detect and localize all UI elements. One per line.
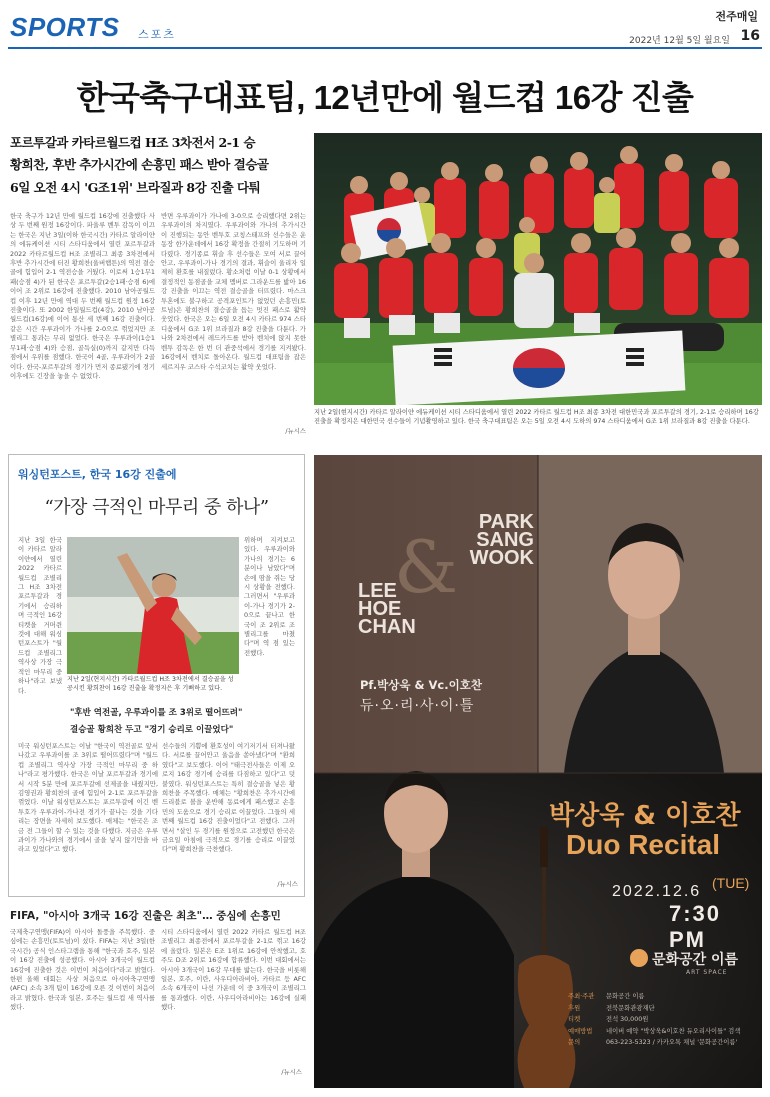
concert-day: (TUE) <box>712 875 750 891</box>
info-key: 주최·주관 <box>568 993 595 1000</box>
box-column-left: 지난 3일 한국이 카타르 알라이얀에서 열린 2022 카타르 월드컵 조별리그 H조 3차전 포르투갈과 경기에서 승리하며 극적인 16강 티켓을 거머쥔 것에 대해 워싱턴포스트가 "월드컵 조별리그 역사상 가장 극적인 마무리 중 하나"라고 보냈다. <box>18 536 62 695</box>
fifa-column-2: 시티 스타디움에서 열린 2022 카타르 월드컵 H조 조별리그 최종전에서 포르투갈을 2-1로 꺾고 16강에 올랐다. 일본은 E조 1위로 16강에 안착했고, 호주도 D조 2위로 16강에 합류했다. 이번 대회에서는 아시아 3개국이 16강 무대를 밟는다. 한국을 비롯해 일본, 호주, 이란, 사우디아라비아, 카타르 등 AFC 소속 6개국이 나선 가운데 이 중 3개국이 조별리그를 통과했다. 이란, 사우디아라비아는 16강에 실패했다. <box>161 928 306 1012</box>
info-key: 후원 <box>568 1004 581 1012</box>
pianist-name-en: PARK SANG WOOK <box>469 511 534 569</box>
fifa-article-title: FIFA, "아시아 3개국 16강 진출은 최초"… 중심에 손흥민 <box>10 910 281 922</box>
subhead-1: 포르투갈과 카타르월드컵 H조 3차전서 2-1 승 <box>10 135 256 150</box>
main-photo-caption: 지난 2일(현지시간) 카타르 알라이얀 에듀케이션 시티 스타디움에서 열린 2022 카타르 월드컵 H조 최종 3차전 대한민국과 포르투갈의 경기, 2-1로 승리하며 16강 진출을 확정지은 대한민국 선수들이 기념촬영하고 있다. 한국 축구대표팀은 오는 5일 오전 4시 도하의 974 스타디움에서 G조 1위 브라질과 8강 진출을 다툰다. <box>314 409 759 425</box>
fifa-byline: /뉴시스 <box>281 1068 302 1076</box>
info-value: 문화공간 이름 <box>606 993 645 1000</box>
box-byline: /뉴시스 <box>277 880 298 888</box>
concert-advertisement <box>314 455 762 1088</box>
info-row <box>568 1014 753 1026</box>
concert-date: 2022.12.6 <box>612 883 702 900</box>
info-row <box>568 1026 753 1038</box>
info-row <box>568 1037 753 1049</box>
pull-quote <box>70 705 260 739</box>
player-photo-caption: 지난 2일(현지시간) 카타르월드컵 H조 3차전에서 결승골을 성공시킨 황희찬이 16강 진출을 확정지은 후 기뻐하고 있다. <box>67 676 234 692</box>
article-byline: /뉴시스 <box>285 427 306 435</box>
box-bottom-right: 선수들의 기쁨에 환호성이 여기저기서 터져나왔다. 서로를 끌어안고 울음을 쏟아냈다"며 "환희였다"고 보도했다. 이어 "태극전사들은 이제 오로지 16강 경기에 승리를 다짐하고 있다"고 덧붙였다. 워싱턴포스트는 특히 결승골을 넣은 황희찬을 주목했다. 매체는 "황희찬은 추가시간에 드리블로 볼을 운반해 동료에게 패스했고 손흥민의 도움으로 경기 승리로 이끌었다. 그들의 세 번째 월드컵 16강 진출이었다"고 전했다. 그러면서 "살인 두 경기를 원정으로 고전했던 한국은 금요일 아침에 극적으로 경기를 승리로 이끌었다"며 황희찬을 극찬했다. <box>162 742 295 854</box>
newspaper-name: 전주매일 <box>715 10 758 23</box>
concert-info-table <box>568 991 753 1049</box>
header-rule <box>8 47 762 49</box>
article-column-2: 반면 우루과이가 가나에 3-0으로 승리했다면 2위는 우루과이의 차지였다. 우루과이와 가나의 추가시간이 진행되는 동안 벤투호 코칭스태프와 선수들은 운동장 한가운데에서 16강 확정을 간절히 기도하며 기다렸다. 경기종료 휘슬 후 선수들은 모여 서로 끌어안고, 우루과이-가나 경기의 결과, 휘슬이 울리자 일제히 환호를 내질렀다. 황소처럼 이날 0-1 상황에서 결정적인 동점골을 교체 멤버로 그라운드를 밟아 16강 진출을 이끄는 역전 결승골을 터뜨렸다. 마스크 투혼에도 불구하고 공격포인트가 없었던 손흥민(토트넘)은 황희찬의 결승골을 돕는 멋진 패스로 활약 웃었다. 한국은 오는 6일 오전 4시 카타르 974 스타디움에서 G조 1위 브라질과 8강 진출을 다툰다. 가나와 2차전에서 레드카드를 받아 벤치에 앉지 못한 벤투 감독은 한 번 더 관중석에서 경기를 지켜봤다. 16강에서 벤치로 돌아온다. 월드컵 대표팀을 잡은 세르지우 코스타 수석코치는 활약 웃었다. <box>161 212 306 371</box>
main-headline: 한국축구대표팀, 12년만에 월드컵 16강 진출 <box>76 79 694 116</box>
venue-subtitle: ART SPACE <box>686 969 728 976</box>
info-row <box>568 991 753 1003</box>
pull-quote-line-2: 결승골 황희찬 두고 "경기 승리로 이끌었다" <box>70 725 234 735</box>
concert-time: 7:30 PM <box>669 901 722 952</box>
box-bottom-left: 미국 워싱턴포스트는 이날 "한국이 역전골로 앞서 나갔고 우루과이를 조 3위로 떨어뜨렸다"며 "월드컵 조별리그 역사상 가장 극적인 마무리 중 하나"라고 평가했다. 한국은 이날 포르투갈과 경기에서 시작 5분 만에 포르투갈에 선제골을 내줬지만, 김영권과 황희찬의 골에 힘입어 2-1로 포르투갈을 꺾었다. 이날 워싱턴포스트는 포르투갈에 이긴 벤투호가 우루과이-가나전 경기가 끝나는 것을 기다리는 장면을 자세히 보도했다. 매체는 "한국은 조금 전 그들이 할 수 있는 것을 다했다. 지금은 우루과이가 가나와의 경기에서 골을 넣지 않기만을 바라고 있었다"고 했다. <box>18 742 158 854</box>
ampersand-graphic: & <box>394 525 459 609</box>
info-value: 전석 30,000원 <box>606 1016 649 1023</box>
page-number: 16 <box>740 28 760 44</box>
info-key: 문의 <box>568 1039 581 1046</box>
player-photo <box>67 537 239 674</box>
box-headline-quote: “가장 극적인 마무리 중 하나” <box>44 497 269 518</box>
box-column-right: 위하며 지켜보고 있다. 우루과이와 가나의 경기는 6분이나 남았다"며 손에 땀을 쥐는 당시 상황을 전했다. 그러면서 "우루과이-가나 경기가 2-0으로 끝나고 한국이 조 2위로 조별리그를 마쳤다"며 역 점 있는 전했다. <box>244 536 295 657</box>
info-value: 전북문화관광재단 <box>606 1004 655 1012</box>
issue-date: 2022년 12월 5일 월요일 <box>629 36 730 46</box>
venue-name: 문화공간 이름 <box>652 952 739 968</box>
performers-line: Pf.박상욱 & Vc.이호찬 <box>360 678 482 692</box>
series-title: 듀·오·리·사·이·틀 <box>360 698 475 714</box>
fifa-column-1: 국제축구연맹(FIFA)이 아시아 돌풍을 주목했다. 중심에는 손흥민(토트넘)이 섰다. FIFA는 지난 3일(한국시간) 공식 인스타그램을 통해 "한국과 호주, 일본이 16강 진출에 성공했다. 아시아 3개국이 월드컵 16강에 진출한 것은 이번이 처음이다"라고 밝혔다. 한편 올해 대회는 사상 처음으로 아시아축구연맹(AFC) 소속 3개 팀이 16강에 오른 것 이번이 처음이라고 밝혔다. 한국과 일본, 호주는 월드컵 새 역사를 썼다. <box>10 928 155 1012</box>
info-key: 예매방법 <box>568 1027 593 1035</box>
info-value: 063-223-5323 / 카카오톡 채널 '문화공간이름' <box>606 1039 738 1046</box>
venue-logo-icon <box>630 949 648 967</box>
cellist-name-en: LEE HOE CHAN <box>358 580 416 638</box>
recital-title-ko: 박상욱 & 이호찬 <box>549 801 741 831</box>
box-title: 워싱턴포스트, 한국 16강 진출에 <box>18 468 177 481</box>
pull-quote-line-1: "후반 역전골, 우루과이를 조 3위로 떨어뜨려" <box>70 708 243 718</box>
article-column-1: 한국 축구가 12년 만에 월드컵 16강에 진출했다 사상 두 번째 원정 16강이다. 파울루 벤투 감독이 이끄는 한국은 지난 3일(이하 한국시간) 카타르 알라이얀의 에듀케이션 시티 스타디움에서 열린 포르투갈과 2022 카타르월드컵 H조 조별리그 최종 3차전에서 후반 추가시간에 터진 황희찬(울버햄튼)의 역전 결승골에 힘입어 2-1 역전승을 거뒀다. 이로써 1승1무1패(승점 4)가 된 한국은 포르투갈(2승1패·승점 6)에 이어 조 2위로 16강에 진출했다. 2010 남아공월드컵 이후 12년 만에 역대 두 번째 월드컵 원정 16강 진출이다. 또 2002 한일월드컵(4강), 2010 남아공월드컵(16강)에 이어 통산 세 번째 16강 진출이다. 같은 시간 우루과이가 가나를 2-0으로 꺾었지만 조별리그 통과는 무리 없었다. 한국은 우루과이(1승1무1패·승점 4)와 승점, 골득실(0)까지 같지만 다득점에서 우위를 점했다. 한국이 4골, 우루과이가 2골이다. 한국-포르투갈의 경기가 먼저 종료됐기에 경기 이후에도 긴장을 놓을 수 없었다. <box>10 212 155 380</box>
team-celebration-photo <box>314 133 762 405</box>
recital-title-en: Duo Recital <box>566 829 721 860</box>
info-value: 네이버 예약 "박상욱&이호찬 듀오리사이틀" 검색 <box>606 1027 741 1035</box>
section-label: 스포츠 <box>138 28 176 41</box>
info-key: 티켓 <box>568 1016 581 1023</box>
subhead-2: 황희찬, 후반 추가시간에 손흥민 패스 받아 결승골 <box>10 157 269 172</box>
section-logo: SPORTS <box>10 12 120 42</box>
subhead-3: 6일 오전 4시 'G조1위' 브라질과 8강 진출 다퉈 <box>10 180 261 195</box>
info-row <box>568 1003 753 1015</box>
